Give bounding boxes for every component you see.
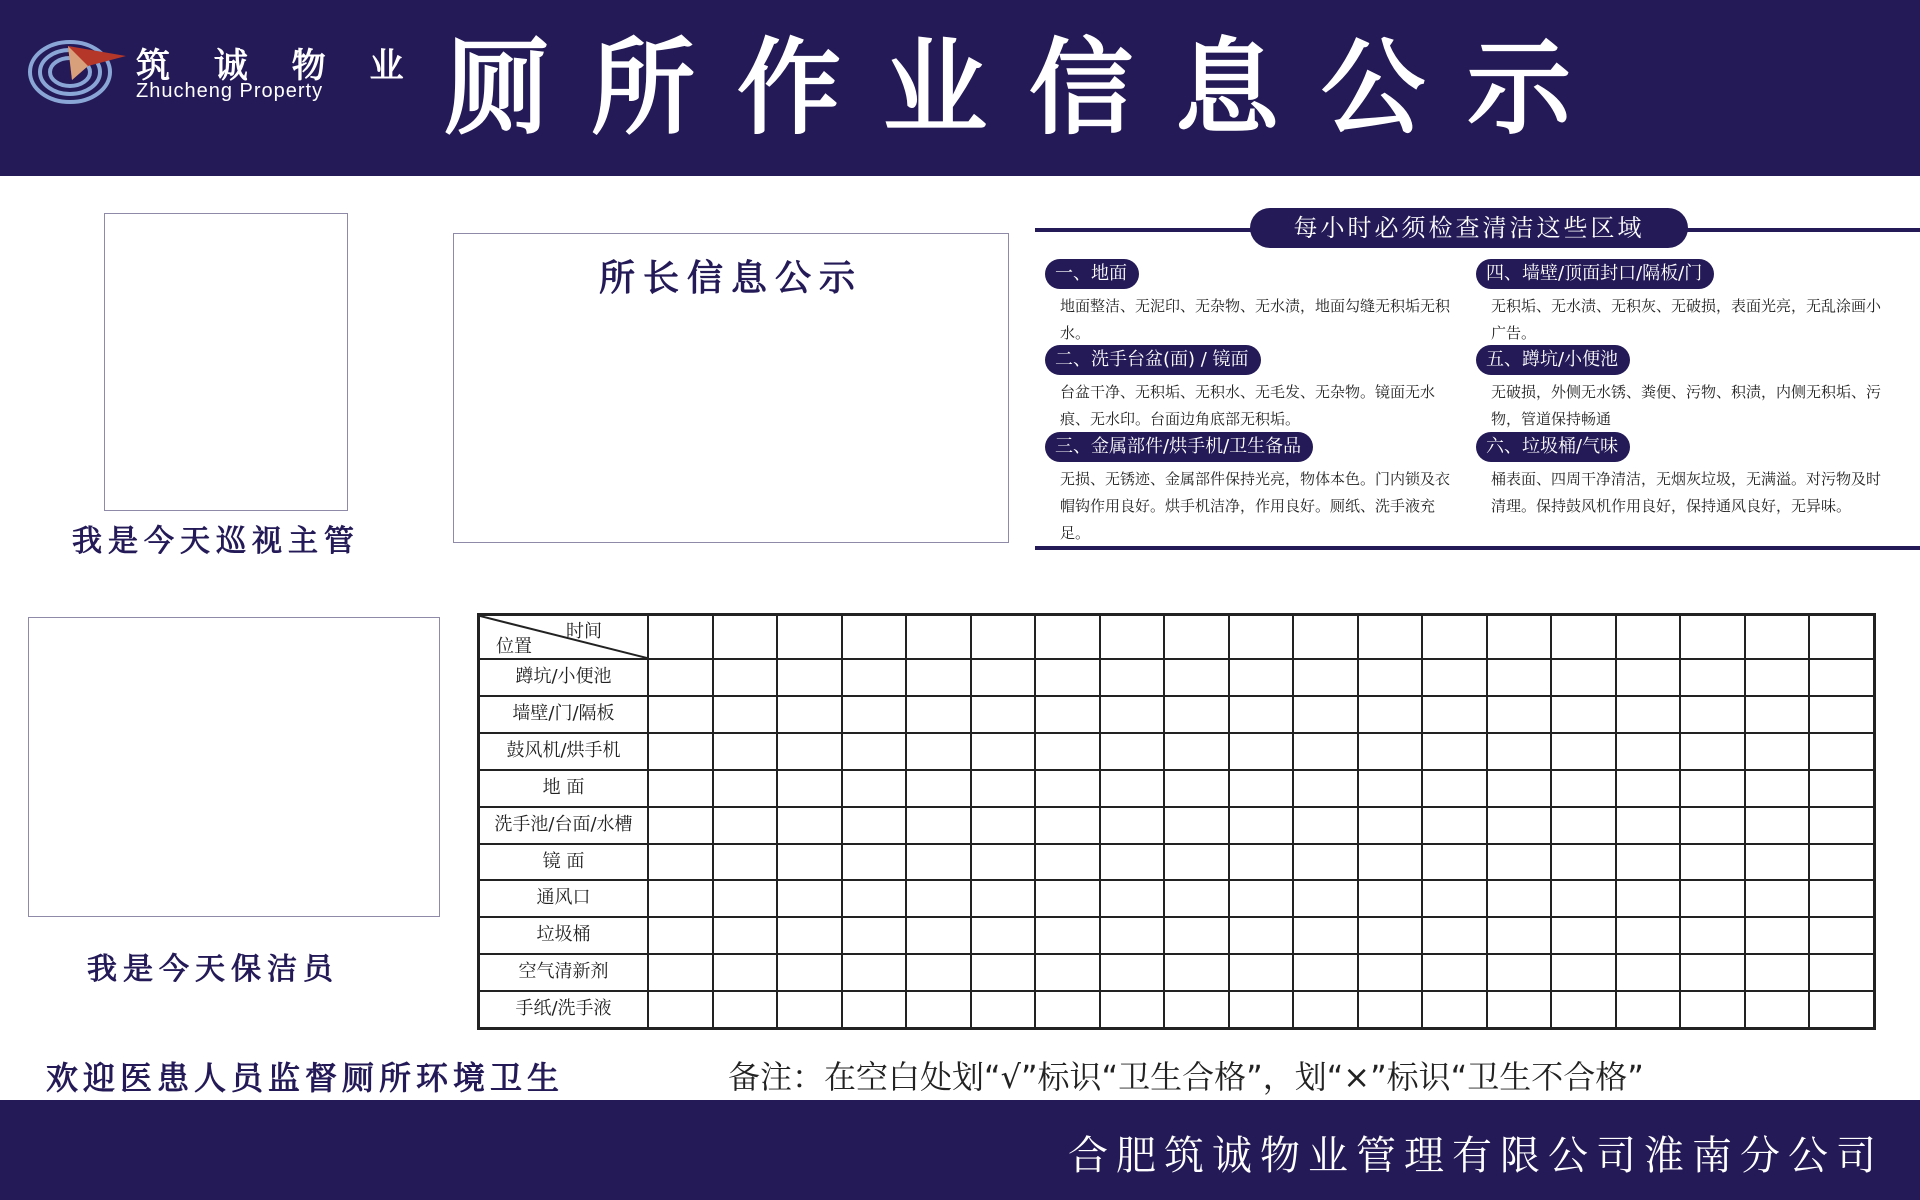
check-cell[interactable] (1165, 808, 1228, 843)
check-cell[interactable] (1230, 734, 1293, 769)
column-line (1550, 616, 1552, 1027)
row-label: 蹲坑/小便池 (515, 666, 612, 687)
check-cell[interactable] (1746, 697, 1809, 732)
check-cell[interactable] (1036, 918, 1099, 953)
check-cell[interactable] (1423, 808, 1486, 843)
check-cell[interactable] (1036, 660, 1099, 695)
check-cell[interactable] (1230, 955, 1293, 990)
header-banner (0, 0, 1920, 176)
check-cell[interactable] (1552, 660, 1615, 695)
table-row (480, 990, 1873, 1027)
rule-text: 无损、无锈迹、金属部件保持光亮，物体本色。门内锁及衣帽钩作用良好。烘手机洁净，作用良好。厕纸、洗手液充足。 (1060, 470, 1451, 542)
check-cell[interactable] (649, 808, 712, 843)
check-cell[interactable] (1101, 734, 1164, 769)
check-cell[interactable] (649, 697, 712, 732)
rule-title: 四、墙壁/顶面封口/隔板/门 (1476, 259, 1714, 289)
check-cell[interactable] (1294, 771, 1357, 806)
check-cell[interactable] (1165, 992, 1228, 1027)
rule-trash-odor (1476, 432, 1881, 520)
check-cell[interactable] (1101, 697, 1164, 732)
check-cell[interactable] (1036, 881, 1099, 916)
rule-text: 台盆干净、无积垢、无积水、无毛发、无杂物。镜面无水痕、无水印。台面边角底部无积垢。 (1060, 383, 1436, 428)
table-row (480, 806, 1873, 843)
check-cell[interactable] (1230, 881, 1293, 916)
check-cell[interactable] (1746, 845, 1809, 880)
check-cell[interactable] (1746, 660, 1809, 695)
check-cell[interactable] (1810, 734, 1873, 769)
check-cell[interactable] (1488, 918, 1551, 953)
check-cell[interactable] (1617, 918, 1680, 953)
column-line (1228, 616, 1230, 1027)
table-row (480, 658, 1873, 695)
time-header-cell[interactable] (1036, 616, 1099, 658)
check-cell[interactable] (1230, 771, 1293, 806)
check-cell[interactable] (1101, 845, 1164, 880)
check-cell[interactable] (714, 771, 777, 806)
time-header-cell[interactable] (843, 616, 906, 658)
rules-divider-bottom (1035, 546, 1920, 550)
check-cell[interactable] (1681, 660, 1744, 695)
check-cell[interactable] (1230, 845, 1293, 880)
column-line (970, 616, 972, 1027)
check-cell[interactable] (1617, 992, 1680, 1027)
check-cell[interactable] (1617, 697, 1680, 732)
page-title: 厕所作业信息公示 (445, 27, 1614, 149)
check-cell[interactable] (1036, 771, 1099, 806)
check-cell[interactable] (843, 845, 906, 880)
check-cell[interactable] (1294, 881, 1357, 916)
check-cell[interactable] (1810, 771, 1873, 806)
director-title: 所长信息公示 (598, 258, 863, 299)
column-line (1615, 616, 1617, 1027)
check-cell[interactable] (1617, 734, 1680, 769)
check-cell[interactable] (1294, 992, 1357, 1027)
column-line (712, 616, 714, 1027)
time-header-cell[interactable] (972, 616, 1035, 658)
check-cell[interactable] (1165, 955, 1228, 990)
check-cell[interactable] (1101, 955, 1164, 990)
time-header-cell[interactable] (1810, 616, 1873, 658)
check-cell[interactable] (1230, 697, 1293, 732)
check-cell[interactable] (1165, 845, 1228, 880)
rule-washbasin (1045, 345, 1450, 433)
time-header-cell[interactable] (1294, 616, 1357, 658)
check-cell[interactable] (1230, 918, 1293, 953)
check-cell[interactable] (1230, 808, 1293, 843)
company-logo (28, 36, 420, 108)
check-cell[interactable] (1746, 992, 1809, 1027)
rules-heading: 每小时必须检查清洁这些区域 (1250, 208, 1688, 248)
check-cell[interactable] (649, 734, 712, 769)
check-cell[interactable] (1165, 771, 1228, 806)
check-cell[interactable] (1423, 881, 1486, 916)
check-cell[interactable] (1101, 660, 1164, 695)
check-cell[interactable] (1810, 918, 1873, 953)
check-cell[interactable] (1423, 918, 1486, 953)
check-cell[interactable] (907, 845, 970, 880)
check-cell[interactable] (649, 845, 712, 880)
rule-floor (1045, 259, 1450, 347)
column-line (1808, 616, 1810, 1027)
check-cell[interactable] (1617, 845, 1680, 880)
check-cell[interactable] (1230, 660, 1293, 695)
check-cell[interactable] (1036, 845, 1099, 880)
logo-name-cn: 筑 诚 物 业 (136, 46, 420, 86)
check-cell[interactable] (1359, 955, 1422, 990)
time-header-cell[interactable] (1359, 616, 1422, 658)
check-cell[interactable] (1681, 697, 1744, 732)
cleaner-label: 我是今天保洁员 (87, 952, 339, 987)
check-cell[interactable] (1810, 660, 1873, 695)
rule-toilets (1476, 345, 1881, 433)
check-cell[interactable] (1294, 845, 1357, 880)
check-cell[interactable] (1552, 992, 1615, 1027)
check-cell[interactable] (1617, 955, 1680, 990)
check-cell[interactable] (972, 734, 1035, 769)
check-cell[interactable] (1746, 771, 1809, 806)
row-label: 手纸/洗手液 (515, 998, 612, 1020)
check-cell[interactable] (778, 918, 841, 953)
check-cell[interactable] (1810, 697, 1873, 732)
check-cell[interactable] (714, 697, 777, 732)
check-cell[interactable] (1617, 771, 1680, 806)
rule-title: 六、垃圾桶/气味 (1476, 432, 1630, 462)
check-cell[interactable] (972, 918, 1035, 953)
check-cell[interactable] (714, 660, 777, 695)
rule-title: 一、地面 (1045, 259, 1139, 289)
check-cell[interactable] (1359, 697, 1422, 732)
time-header-cell[interactable] (1101, 616, 1164, 658)
check-cell[interactable] (843, 660, 906, 695)
check-cell[interactable] (972, 697, 1035, 732)
check-cell[interactable] (972, 808, 1035, 843)
check-cell[interactable] (1681, 808, 1744, 843)
check-cell[interactable] (1617, 660, 1680, 695)
table-row (480, 732, 1873, 769)
check-cell[interactable] (1617, 808, 1680, 843)
check-cell[interactable] (1552, 955, 1615, 990)
check-cell[interactable] (1230, 992, 1293, 1027)
check-cell[interactable] (907, 955, 970, 990)
check-cell[interactable] (1488, 881, 1551, 916)
check-cell[interactable] (714, 808, 777, 843)
check-cell[interactable] (1552, 845, 1615, 880)
check-cell[interactable] (1294, 734, 1357, 769)
table-row (480, 953, 1873, 990)
check-cell[interactable] (1423, 734, 1486, 769)
check-cell[interactable] (1359, 808, 1422, 843)
check-cell[interactable] (1359, 660, 1422, 695)
time-header-cell[interactable] (1746, 616, 1809, 658)
check-cell[interactable] (714, 918, 777, 953)
rule-walls (1476, 259, 1881, 347)
check-cell[interactable] (843, 697, 906, 732)
time-header-cell[interactable] (1423, 616, 1486, 658)
rule-title: 二、洗手台盆(面) / 镜面 (1045, 345, 1261, 375)
check-cell[interactable] (843, 808, 906, 843)
check-cell[interactable] (1359, 992, 1422, 1027)
column-line (776, 616, 778, 1027)
check-cell[interactable] (1552, 808, 1615, 843)
column-line (841, 616, 843, 1027)
check-cell[interactable] (1746, 734, 1809, 769)
director-info-panel (453, 233, 1009, 543)
check-cell[interactable] (649, 955, 712, 990)
column-line (1099, 616, 1101, 1027)
check-cell[interactable] (1488, 734, 1551, 769)
header-time: 时间 (566, 621, 602, 642)
check-cell[interactable] (1681, 734, 1744, 769)
row-label: 地 面 (542, 776, 585, 798)
supervisor-photo-frame (104, 213, 348, 511)
check-cell[interactable] (843, 918, 906, 953)
check-cell[interactable] (778, 881, 841, 916)
check-cell[interactable] (1681, 771, 1744, 806)
check-cell[interactable] (907, 808, 970, 843)
check-cell[interactable] (1810, 881, 1873, 916)
check-cell[interactable] (1359, 845, 1422, 880)
table-row (480, 916, 1873, 953)
check-cell[interactable] (1681, 992, 1744, 1027)
cleaner-photo-frame (28, 617, 440, 917)
time-header-cell[interactable] (778, 616, 841, 658)
check-cell[interactable] (1294, 808, 1357, 843)
check-cell[interactable] (1681, 881, 1744, 916)
row-label: 垃圾桶 (536, 924, 591, 946)
note-text: 备注：在空白处划“√”标识“卫生合格”，划“×”标识“卫生不合格” (728, 1058, 1644, 1096)
check-cell[interactable] (1552, 771, 1615, 806)
check-cell[interactable] (843, 771, 906, 806)
cleaning-rules-panel (1035, 208, 1920, 554)
check-cell[interactable] (907, 771, 970, 806)
check-cell[interactable] (1423, 771, 1486, 806)
check-cell[interactable] (1423, 660, 1486, 695)
table-row (480, 879, 1873, 916)
row-label: 鼓风机/烘手机 (506, 739, 621, 761)
check-cell[interactable] (1488, 660, 1551, 695)
column-line (647, 616, 649, 1027)
column-line (1034, 616, 1036, 1027)
rule-text: 无破损，外侧无水锈、粪便、污物、积渍，内侧无积垢、污物，管道保持畅通 (1491, 383, 1882, 428)
check-cell[interactable] (1359, 771, 1422, 806)
check-cell[interactable] (778, 808, 841, 843)
check-cell[interactable] (907, 918, 970, 953)
check-cell[interactable] (1488, 697, 1551, 732)
column-line (1163, 616, 1165, 1027)
check-cell[interactable] (907, 660, 970, 695)
check-cell[interactable] (1036, 992, 1099, 1027)
row-label: 洗手池/台面/水槽 (494, 813, 633, 835)
check-cell[interactable] (907, 734, 970, 769)
check-cell[interactable] (843, 734, 906, 769)
check-cell[interactable] (714, 955, 777, 990)
rule-metal-parts (1045, 432, 1450, 547)
check-cell[interactable] (714, 881, 777, 916)
check-cell[interactable] (649, 918, 712, 953)
time-header-cell[interactable] (1681, 616, 1744, 658)
column-line (1679, 616, 1681, 1027)
check-cell[interactable] (1294, 955, 1357, 990)
check-cell[interactable] (649, 881, 712, 916)
check-cell[interactable] (972, 992, 1035, 1027)
check-cell[interactable] (778, 955, 841, 990)
check-cell[interactable] (1552, 734, 1615, 769)
check-cell[interactable] (1294, 697, 1357, 732)
row-label: 空气清新剂 (518, 961, 609, 983)
check-cell[interactable] (1423, 697, 1486, 732)
table-header-corner (480, 616, 647, 658)
check-cell[interactable] (1101, 918, 1164, 953)
column-line (1744, 616, 1746, 1027)
row-label: 镜 面 (542, 850, 585, 872)
check-cell[interactable] (1101, 771, 1164, 806)
check-cell[interactable] (778, 660, 841, 695)
rule-text: 地面整洁、无泥印、无杂物、无水渍，地面勾缝无积垢无积水。 (1060, 297, 1451, 342)
zhucheng-logo-icon (28, 36, 128, 108)
check-cell[interactable] (778, 992, 841, 1027)
check-cell[interactable] (714, 992, 777, 1027)
check-cell[interactable] (1488, 955, 1551, 990)
check-cell[interactable] (1165, 881, 1228, 916)
check-cell[interactable] (843, 955, 906, 990)
check-cell[interactable] (714, 845, 777, 880)
check-cell[interactable] (843, 992, 906, 1027)
row-label: 墙壁/门/隔板 (512, 702, 615, 724)
check-cell[interactable] (1101, 992, 1164, 1027)
check-cell[interactable] (1552, 881, 1615, 916)
check-cell[interactable] (1165, 697, 1228, 732)
check-cell[interactable] (1552, 697, 1615, 732)
check-cell[interactable] (1681, 955, 1744, 990)
check-cell[interactable] (1423, 845, 1486, 880)
check-cell[interactable] (907, 881, 970, 916)
check-cell[interactable] (1681, 918, 1744, 953)
check-cell[interactable] (649, 660, 712, 695)
check-cell[interactable] (1617, 881, 1680, 916)
check-cell[interactable] (778, 771, 841, 806)
check-cell[interactable] (1423, 992, 1486, 1027)
rule-title: 五、蹲坑/小便池 (1476, 345, 1630, 375)
check-cell[interactable] (1810, 955, 1873, 990)
logo-name-en: Zhucheng Property (136, 80, 324, 102)
check-cell[interactable] (1165, 660, 1228, 695)
check-cell[interactable] (1488, 771, 1551, 806)
check-cell[interactable] (1101, 881, 1164, 916)
column-line (1421, 616, 1423, 1027)
check-cell[interactable] (907, 992, 970, 1027)
check-cell[interactable] (649, 992, 712, 1027)
check-cell[interactable] (1294, 660, 1357, 695)
check-cell[interactable] (1746, 881, 1809, 916)
check-cell[interactable] (1359, 734, 1422, 769)
check-cell[interactable] (649, 771, 712, 806)
check-cell[interactable] (1036, 734, 1099, 769)
check-cell[interactable] (1488, 992, 1551, 1027)
time-header-cell[interactable] (649, 616, 712, 658)
welcome-text: 欢迎医患人员监督厕所环境卫生 (46, 1059, 565, 1097)
check-cell[interactable] (1036, 697, 1099, 732)
check-cell[interactable] (1810, 845, 1873, 880)
time-header-cell[interactable] (1488, 616, 1551, 658)
check-cell[interactable] (1681, 845, 1744, 880)
check-cell[interactable] (1810, 808, 1873, 843)
check-cell[interactable] (1746, 918, 1809, 953)
rule-title: 三、金属部件/烘手机/卫生备品 (1045, 432, 1313, 462)
supervisor-label: 我是今天巡视主管 (72, 524, 360, 559)
check-cell[interactable] (1746, 808, 1809, 843)
time-header-cell[interactable] (1165, 616, 1228, 658)
time-header-cell[interactable] (1230, 616, 1293, 658)
check-cell[interactable] (1036, 955, 1099, 990)
check-cell[interactable] (907, 697, 970, 732)
time-header-cell[interactable] (1552, 616, 1615, 658)
column-line (1486, 616, 1488, 1027)
time-header-cell[interactable] (1617, 616, 1680, 658)
check-cell[interactable] (1488, 808, 1551, 843)
table-row (480, 695, 1873, 732)
check-cell[interactable] (1165, 734, 1228, 769)
table-row (480, 769, 1873, 806)
time-header-cell[interactable] (714, 616, 777, 658)
column-line (1292, 616, 1294, 1027)
check-cell[interactable] (972, 771, 1035, 806)
check-cell[interactable] (1359, 881, 1422, 916)
rule-text: 无积垢、无水渍、无积灰、无破损，表面光亮，无乱涂画小广告。 (1491, 297, 1882, 342)
footer-banner (0, 1100, 1920, 1200)
company-name: 合肥筑诚物业管理有限公司淮南分公司 (1068, 1133, 1884, 1179)
check-cell[interactable] (972, 955, 1035, 990)
check-cell[interactable] (1746, 955, 1809, 990)
check-cell[interactable] (1810, 992, 1873, 1027)
table-row (480, 843, 1873, 880)
check-cell[interactable] (1359, 918, 1422, 953)
column-line (1357, 616, 1359, 1027)
header-position: 位置 (496, 636, 532, 657)
check-cell[interactable] (1423, 955, 1486, 990)
check-cell[interactable] (972, 845, 1035, 880)
check-cell[interactable] (714, 734, 777, 769)
check-cell[interactable] (778, 697, 841, 732)
check-cell[interactable] (1165, 918, 1228, 953)
check-cell[interactable] (1488, 845, 1551, 880)
check-cell[interactable] (1552, 918, 1615, 953)
rule-text: 桶表面、四周干净清洁，无烟灰垃圾，无满溢。对污物及时清理。保持鼓风机作用良好，保持通风良好，无异味。 (1491, 470, 1882, 515)
check-cell[interactable] (972, 881, 1035, 916)
check-cell[interactable] (1036, 808, 1099, 843)
check-cell[interactable] (778, 734, 841, 769)
check-cell[interactable] (778, 845, 841, 880)
time-header-cell[interactable] (907, 616, 970, 658)
check-cell[interactable] (1101, 808, 1164, 843)
check-cell[interactable] (1294, 918, 1357, 953)
column-line (905, 616, 907, 1027)
row-label: 通风口 (536, 887, 591, 909)
check-cell[interactable] (972, 660, 1035, 695)
inspection-table (477, 613, 1876, 1030)
check-cell[interactable] (843, 881, 906, 916)
